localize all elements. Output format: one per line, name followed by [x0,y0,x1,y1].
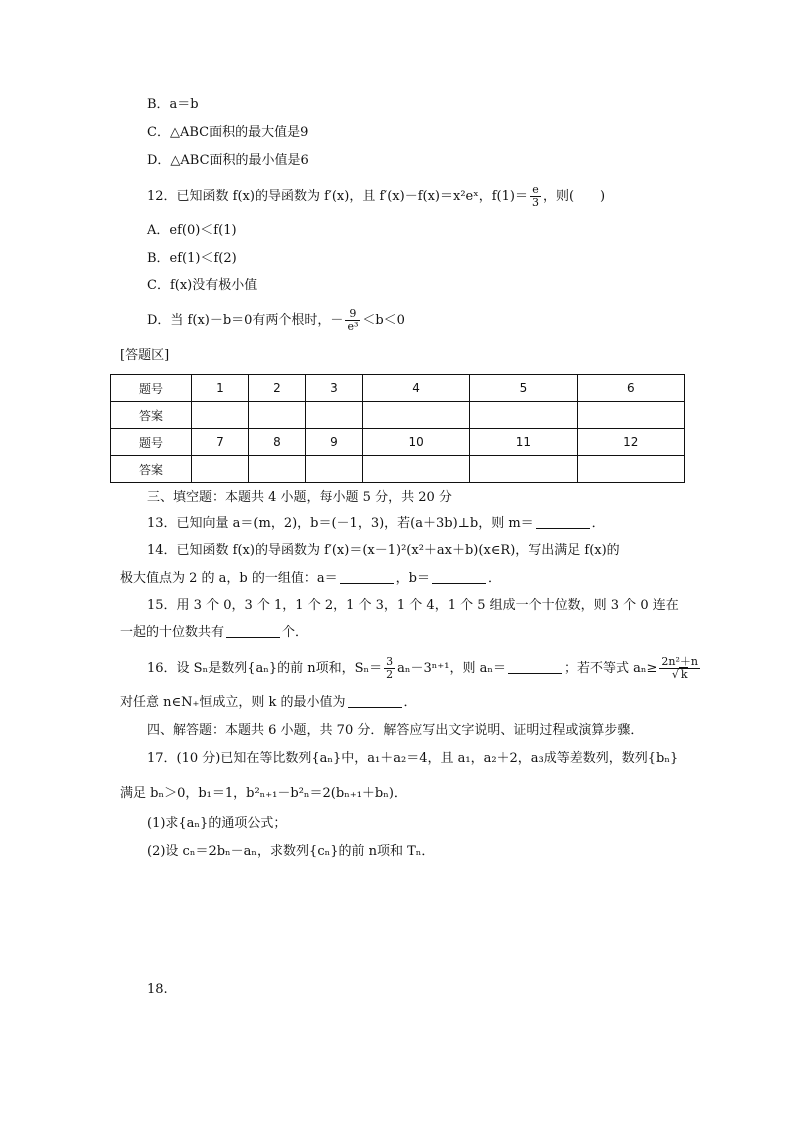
table-row [111,402,685,429]
question-16-line-1: 16．设 Sₙ是数列{aₙ}的前 n项和，Sₙ＝ $\frac{3}{2}$ aₙ－3ⁿ⁺¹，则 aₙ＝ ；若不等式 aₙ≥ $\frac{\text{2n²＋n}}{√ k}$ [147,655,698,681]
question-15-line-1: 15．用 3 个 0，3 个 1，1 个 2，1 个 3，1 个 4，1 个 5 组成一个十位数，则 3 个 0 连在 [147,598,679,613]
answer-blank[interactable] [226,625,280,638]
question-12-option-d: D．当 f(x)－b＝0有两个根时，－ $\frac{9}{\text{e³}}$ ＜b＜0 [147,307,405,333]
option-c-top: C．△ABC面积的最大值是9 [147,125,309,140]
answer-table [110,374,685,483]
question-number-cell: 8 [248,429,305,456]
answer-area-label: [答题区] [120,348,170,363]
answer-cell[interactable] [305,402,362,429]
fraction-inequality: $\frac{\text{2n²＋n}}{√ k}$ [661,655,698,681]
section-4-heading: 四、解答题：本题共 6 小题，共 70 分．解答应写出文字说明、证明过程或演算步骤． [147,723,644,738]
question-15-line-2: 一起的十位数共有 个． [120,625,309,640]
answer-cell[interactable] [192,402,249,429]
row-head-ans: 答案 [111,402,192,429]
answer-blank[interactable] [348,695,402,708]
question-number-cell: 2 [248,375,305,402]
question-12-option-c: C．f(x)没有极小值 [147,278,258,293]
question-12-stem: 12．已知函数 f(x)的导函数为 f′(x)，且 f′(x)－f(x)＝x²eˣ，f(1)＝ $\frac{e}{3}$ ，则( ) [147,183,606,209]
answer-cell[interactable] [470,402,577,429]
question-number-cell: 7 [192,429,249,456]
row-head-ans: 答案 [111,456,192,483]
question-number-cell: 6 [577,375,684,402]
answer-cell[interactable] [470,456,577,483]
question-13: 13．已知向量 a＝(m，2)，b＝(－1，3)，若(a＋3b)⊥b，则 m＝ ． [147,516,605,531]
answer-blank[interactable] [536,516,590,529]
answer-cell[interactable] [305,456,362,483]
answer-cell[interactable] [362,402,469,429]
question-17-line-2: 满足 bₙ＞0，b₁＝1，b²ₙ₊₁－b²ₙ＝2(bₙ₊₁＋bₙ)． [120,786,407,801]
answer-cell[interactable] [362,456,469,483]
question-16-line-2: 对任意 n∈N₊恒成立，则 k 的最小值为 ． [120,695,417,710]
question-number-cell: 1 [192,375,249,402]
answer-blank[interactable] [432,571,486,584]
fraction-e-over-3: $\frac{e}{3}$ [531,183,539,209]
question-number-cell: 5 [470,375,577,402]
row-head-num: 题号 [111,375,192,402]
table-row [111,456,685,483]
section-3-heading: 三、填空题：本题共 4 小题，每小题 5 分，共 20 分 [147,490,452,505]
question-14-line-1: 14．已知函数 f(x)的导函数为 f′(x)＝(x－1)²(x²＋ax＋b)(x∈R)，写出满足 f(x)的 [147,543,620,558]
question-number-cell: 10 [362,429,469,456]
question-number-cell: 4 [362,375,469,402]
fraction-3-over-2: $\frac{3}{2}$ [386,655,394,681]
question-number-cell: 3 [305,375,362,402]
table-row [111,375,685,402]
question-number-cell: 9 [305,429,362,456]
answer-blank[interactable] [340,571,394,584]
option-b-top: B．a＝b [147,97,199,112]
row-head-num: 题号 [111,429,192,456]
question-12-option-b: B．ef(1)＜f(2) [147,251,237,266]
question-14-line-2: 极大值点为 2 的 a，b 的一组值：a＝ ，b＝ ． [120,571,501,586]
question-17-part-1: (1)求{aₙ}的通项公式； [147,816,287,831]
option-d-top: D．△ABC面积的最小值是6 [147,153,309,168]
question-12-option-a: A．ef(0)＜f(1) [147,223,237,238]
answer-cell[interactable] [577,402,684,429]
answer-cell[interactable] [248,402,305,429]
answer-cell[interactable] [248,456,305,483]
question-number-cell: 12 [577,429,684,456]
table-row [111,429,685,456]
answer-cell[interactable] [577,456,684,483]
sqrt-icon: √ [671,668,679,681]
question-17-part-2: (2)设 cₙ＝2bₙ－aₙ，求数列{cₙ}的前 n项和 Tₙ． [147,844,435,859]
fraction-9-over-e3: $\frac{9}{\text{e³}}$ [347,307,359,333]
answer-cell[interactable] [192,456,249,483]
question-number-cell: 11 [470,429,577,456]
question-18: 18. [147,982,168,997]
question-17-line-1: 17．(10 分)已知在等比数列{aₙ}中，a₁＋a₂＝4，且 a₁，a₂＋2，a₃成等差数列，数列{bₙ} [147,751,679,766]
answer-blank[interactable] [508,661,562,674]
